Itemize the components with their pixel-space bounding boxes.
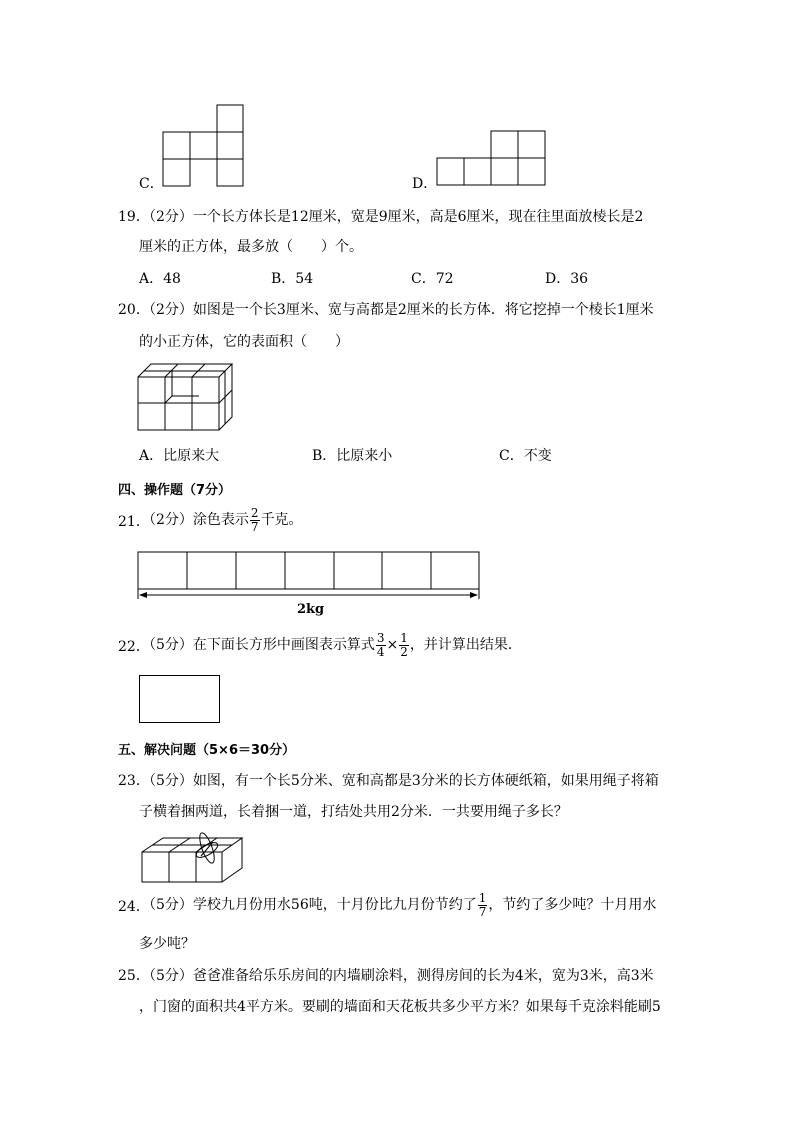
q20-text-line2: 的小正方体，它的表面积（ ） [139,334,349,350]
q19-text-line2: 厘米的正方体，最多放（ ）个。 [139,239,363,255]
q21-number: 21． [118,514,150,530]
option-d-label[interactable]: D． [412,176,438,192]
q21-fraction [250,507,260,534]
q21-text [142,505,303,535]
q24-text [142,890,656,920]
q22-times-sign: × [386,637,399,653]
q24-text-after: ，节约了多少吨？十月用水 [488,897,657,913]
q20-option-b[interactable]: B．比原来小 [312,448,393,464]
q25-number: 25． [118,968,150,984]
q19-option-a[interactable]: A．48 [139,271,181,287]
q21-bar-figure [137,551,482,601]
q19-option-b[interactable]: B．54 [271,271,314,287]
q24-text-line2: 多少吨？ [139,936,195,952]
q22-text [142,630,522,660]
q22-text-after: ，并计算出结果． [409,637,522,653]
q23-box-figure [141,830,246,884]
q19-option-d[interactable]: D．36 [545,271,589,287]
q22-frac1-num: 3 [376,630,385,645]
q19-number: 19． [118,209,150,225]
q23-text-line2: 子横着捆两道，长着捆一道，打结处共用2分米．一共要用绳子多长？ [139,804,568,820]
q24-text-before: （5分）学校九月份用水56吨，十月份比九月份节约了 [142,897,477,913]
q19-text-line1: （2分）一个长方体长是12厘米，宽是9厘米，高是6厘米，现在往里面放棱长是2 [142,209,644,225]
q23-number: 23． [118,773,150,789]
q20-option-a[interactable]: A．比原来大 [139,448,220,464]
q20-number: 20． [118,302,150,318]
q25-text-line1: （5分）爸爸准备给乐乐房间的内墙刷涂料，测得房间的长为4米，宽为3米，高3米 [142,968,654,984]
q22-drawing-rectangle[interactable] [139,675,220,723]
q22-fraction-2 [399,632,409,659]
q19-option-c[interactable]: C．72 [411,271,454,287]
q21-frac-num: 2 [250,505,259,520]
option-d-figure [437,131,547,187]
q22-frac2-num: 1 [400,630,408,645]
q21-bar-label: 2kg [297,602,325,617]
q22-frac2-den: 2 [400,644,408,659]
q24-frac-den: 7 [478,904,487,919]
q22-frac1-den: 4 [376,644,385,659]
q24-number: 24． [118,899,150,915]
q21-frac-den: 7 [250,519,259,534]
q24-fraction [478,892,488,919]
q23-text-line1: （5分）如图，有一个长5分米、宽和高都是3分米的长方体硬纸箱，如果用绳子将箱 [142,773,659,789]
q20-option-c[interactable]: C．不变 [499,448,552,464]
q22-text-before: （5分）在下面长方形中画图表示算式 [142,637,375,653]
option-c-label[interactable]: C． [139,176,164,192]
q25-text-line2: ，门窗的面积共4平方米。要刷的墙面和天花板共多少平方米？如果每千克涂料能刷5 [139,999,661,1015]
section-5-title: 五、解决问题（5×6＝30分） [118,743,296,758]
option-c-figure [162,105,244,187]
q24-frac-num: 1 [478,890,487,905]
q22-number: 22． [118,639,150,655]
q22-fraction-1 [376,632,386,659]
q21-bar[interactable] [138,552,479,589]
q20-text-line1: （2分）如图是一个长3厘米、宽与高都是2厘米的长方体．将它挖掉一个棱长1厘米 [142,302,654,318]
q20-cuboid-figure [137,362,237,432]
q21-text-after: 千克。 [260,512,303,528]
q21-text-before: （2分）涂色表示 [142,512,249,528]
section-4-title: 四、操作题（7分） [118,483,232,498]
